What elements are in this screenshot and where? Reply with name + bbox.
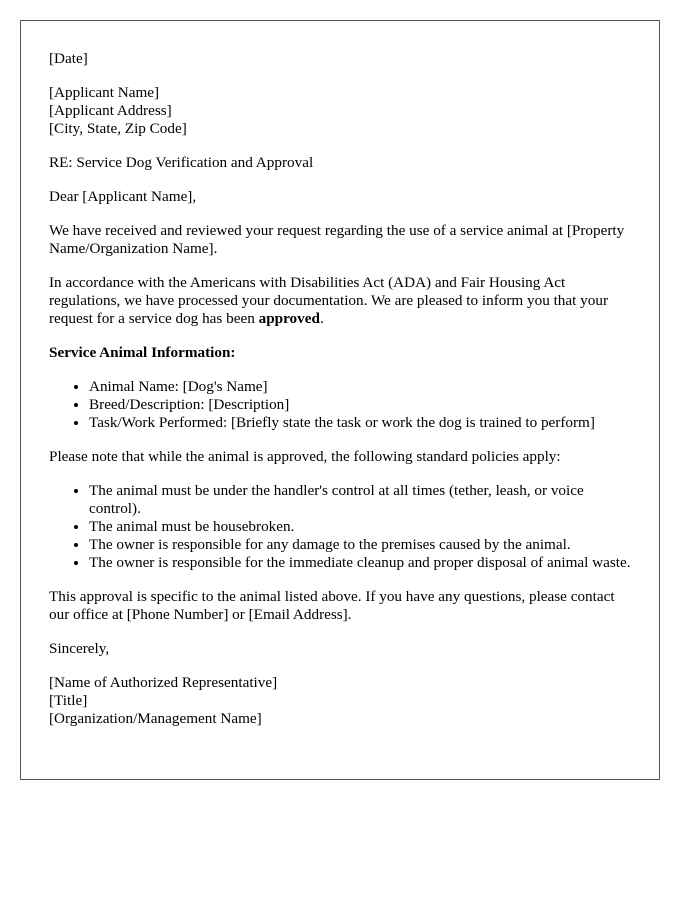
signature-title: [Title] <box>49 692 88 709</box>
recipient-name: [Applicant Name] <box>49 84 160 101</box>
subject-line: RE: Service Dog Verification and Approval <box>49 154 314 171</box>
recipient-city: [City, State, Zip Code] <box>49 120 187 137</box>
signature-block <box>49 674 631 728</box>
policy-item: • The owner is responsible for any damage to the premises caused by the animal. <box>89 536 631 554</box>
closing-sincerely: Sincerely, <box>49 640 110 657</box>
letter-date: [Date] <box>49 50 88 67</box>
paragraph-approval <box>49 274 631 328</box>
policy-item: • The animal must be housebroken. <box>89 518 631 536</box>
section-heading-animal-info: Service Animal Information: <box>49 344 236 361</box>
closing-paragraph: This approval is specific to the animal listed above. If you have any questions, please contact our office at [Phone Number] or [Email Address]. <box>49 588 615 623</box>
animal-info-list <box>49 378 631 432</box>
approved-word: approved <box>258 310 320 327</box>
policies-intro: Please note that while the animal is approved, the following standard policies apply: <box>49 448 561 465</box>
policy-item: • The owner is responsible for the immediate cleanup and proper disposal of animal waste. <box>89 554 631 572</box>
salutation: Dear [Applicant Name], <box>49 188 197 205</box>
signature-organization: [Organization/Management Name] <box>49 710 262 727</box>
policies-list <box>49 482 631 572</box>
animal-info-item: • Breed/Description: [Description] <box>89 396 631 414</box>
recipient-street: [Applicant Address] <box>49 102 172 119</box>
approval-period: . <box>319 310 324 327</box>
recipient-address-block <box>49 84 631 138</box>
animal-info-item: • Task/Work Performed: [Briefly state the task or work the dog is trained to perform] <box>89 414 631 432</box>
policy-item: • The animal must be under the handler's control at all times (tether, leash, or voice control). <box>89 482 631 518</box>
signature-name: [Name of Authorized Representative] <box>49 674 278 691</box>
paragraph-request-received: We have received and reviewed your request regarding the use of a service animal at [Property Name/Organization Name]. <box>49 222 625 257</box>
letter-document <box>20 20 660 780</box>
animal-info-item: • Animal Name: [Dog's Name] <box>89 378 631 396</box>
approval-text: In accordance with the Americans with Disabilities Act (ADA) and Fair Housing Act regulations, we have processed your documentation. We are pleased to inform you that your request for a service dog has been <box>49 274 608 327</box>
